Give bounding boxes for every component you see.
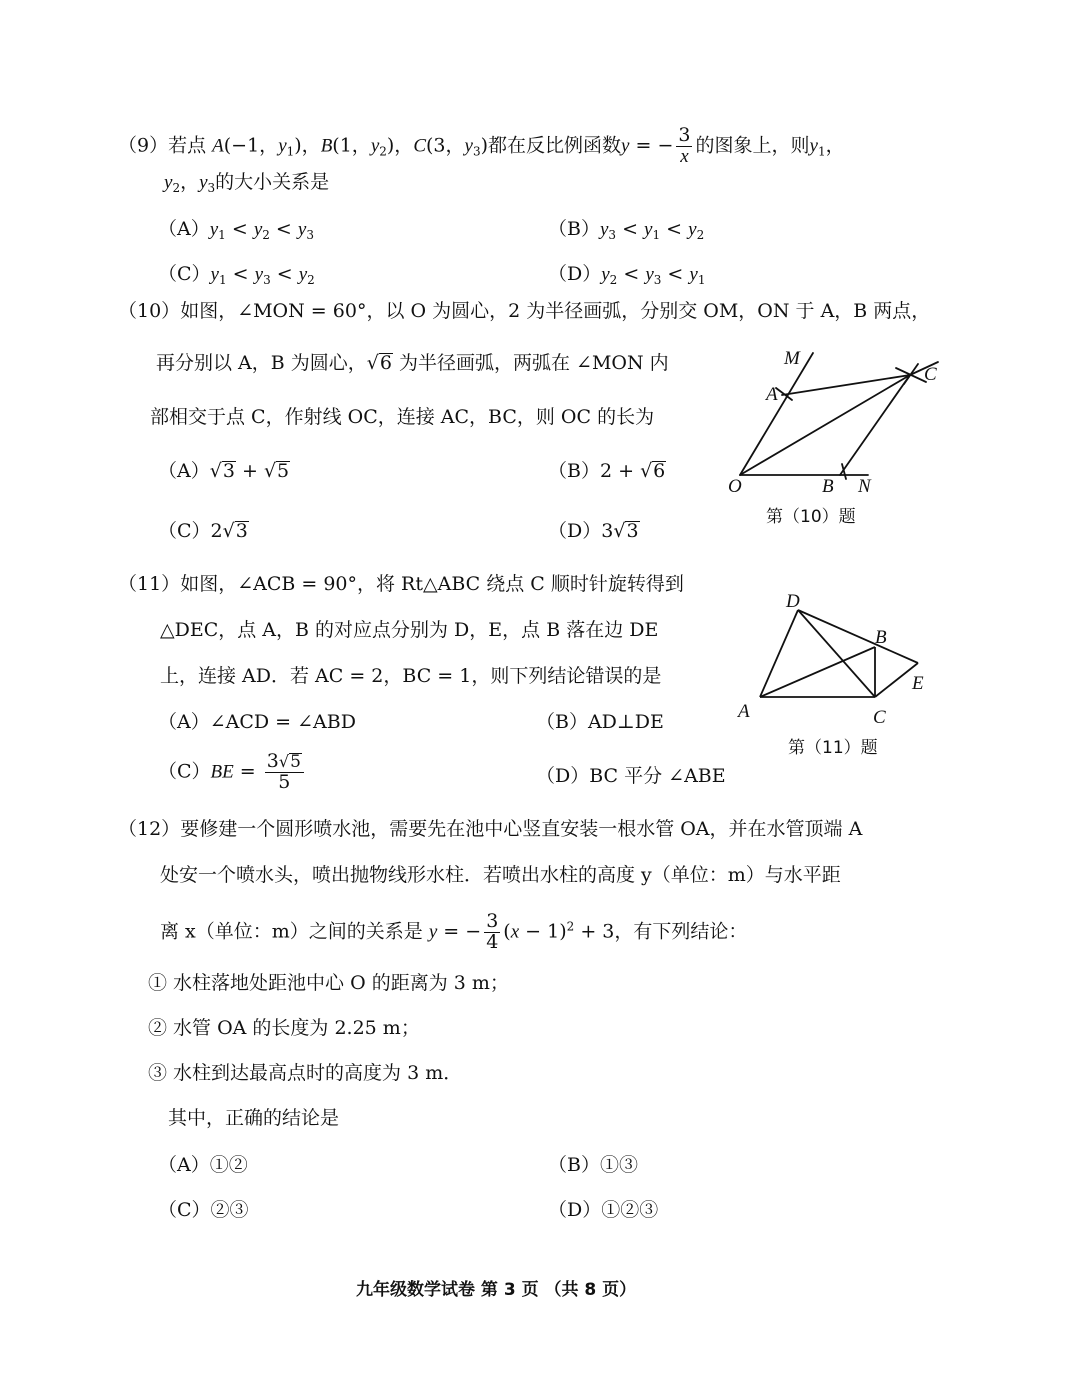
q9-option-a: $(A)y_1 < y_2 < y_3$: [158, 218, 314, 242]
label-c: C: [924, 364, 937, 385]
q11-option-a: （A）∠ACD = ∠ABD: [158, 711, 356, 733]
q10-option-d: （D）3√3: [548, 520, 639, 542]
label-o: O: [728, 476, 742, 497]
page-footer: 九年级数学试卷 第 3 页 （共 8 页）: [356, 1280, 637, 1300]
q10-figure: [720, 340, 960, 500]
label-m: M: [784, 348, 800, 369]
q11-fraction: $\frac{3√5}{5}$: [265, 752, 304, 793]
q12-line1: （12）要修建一个圆形喷水池，需要先在池中心竖直安装一根水管 OA，并在水管顶端 A: [118, 818, 863, 840]
q11-number: （11）: [118, 573, 181, 595]
q11-line2: △DEC，点 A，B 的对应点分别为 D，E，点 B 落在边 DE: [160, 619, 659, 641]
label-c: C: [873, 707, 886, 728]
label-a: A: [766, 384, 778, 405]
q12-option-c: （C）②③: [158, 1199, 249, 1221]
segment-ad: [760, 610, 798, 697]
q9-number: （9）: [118, 134, 169, 157]
q12-ask: 其中，正确的结论是: [168, 1107, 340, 1129]
label-a: A: [738, 701, 750, 722]
label-e: E: [912, 673, 924, 694]
q11-option-c: （C）BE = $\frac{3√5}{5}$: [158, 752, 307, 793]
q10-number: （10）: [118, 300, 181, 322]
q9-line2: $y_2$，$y_3$的大小关系是: [164, 171, 330, 195]
ray-om: [740, 353, 813, 475]
segment-dc: [798, 610, 875, 697]
q10-line1: （10）如图，∠MON = 60°，以 O 为圆心，2 为半径画弧，分别交 OM，ON 于 A，B 两点，: [118, 300, 931, 322]
q9-option-c: $(C)y_1 < y_3 < y_2$: [158, 263, 315, 287]
q10-option-c: （C）2√3: [158, 520, 248, 542]
label-b: B: [875, 627, 887, 648]
q11-figure: [730, 585, 940, 735]
q9-option-d: $(D)y_2 < y_3 < y_1$: [548, 263, 706, 287]
q11-line1: （11）如图，∠ACB = 90°，将 Rt△ABC 绕点 C 顺时针旋转得到: [118, 573, 684, 595]
q10-line3: 部相交于点 C，作射线 OC，连接 AC，BC，则 OC 的长为: [150, 406, 655, 428]
label-b: B: [822, 476, 834, 497]
q12-number: （12）: [118, 818, 181, 840]
q11-option-d: （D）BC 平分 ∠ABE: [536, 765, 726, 787]
segment-ab: [760, 647, 875, 697]
q12-conclusion-3: ③ 水柱到达最高点时的高度为 3 m．: [148, 1062, 463, 1084]
q12-conclusion-2: ② 水管 OA 的长度为 2.25 m；: [148, 1017, 420, 1039]
q12-line3: 离 x（单位：m）之间的关系是 y = − $\frac{3}{4}$ $(x - 1)^2 + 3$，有下列结论：: [160, 910, 748, 953]
q9-line1: （9）若点 A(−1，$y_1$)，B(1，$y_2$)，C(3，$y_3$)都在反比例函数y = − $\frac{3}{x}$ 的图象上，则$y_1$，: [118, 124, 845, 167]
q12-option-a: （A）①②: [158, 1154, 248, 1176]
q11-line3: 上，连接 AD．若 AC = 2，BC = 1，则下列结论错误的是: [160, 665, 662, 687]
q11-caption: 第（11）题: [788, 738, 878, 758]
q12-conclusion-1: ① 水柱落地处距池中心 O 的距离为 3 m；: [148, 972, 509, 994]
q12-option-d: （D）①②③: [548, 1199, 659, 1221]
q10-option-a: （A）√3 + √5: [158, 460, 290, 482]
q11-option-b: （B）AD⊥DE: [536, 711, 664, 733]
q10-option-b: （B）2 + √6: [548, 460, 666, 482]
label-n: N: [858, 476, 871, 497]
label-d: D: [786, 591, 800, 612]
segment-ac: [782, 375, 910, 395]
q9-fraction: $\frac{3}{x}$: [678, 124, 691, 167]
q12-fraction: $\frac{3}{4}$: [486, 910, 499, 953]
segment-bc: [840, 375, 910, 475]
q9-option-b: $(B)y_3 < y_1 < y_2$: [548, 218, 705, 242]
q10-line2: 再分别以 A，B 为圆心，√6 为半径画弧，两弧在 ∠MON 内: [156, 352, 669, 374]
q10-caption: 第（10）题: [766, 507, 856, 527]
q12-line2: 处安一个喷水头，喷出抛物线形水柱．若喷出水柱的高度 y（单位：m）与水平距: [160, 864, 841, 886]
q12-option-b: （B）①③: [548, 1154, 638, 1176]
